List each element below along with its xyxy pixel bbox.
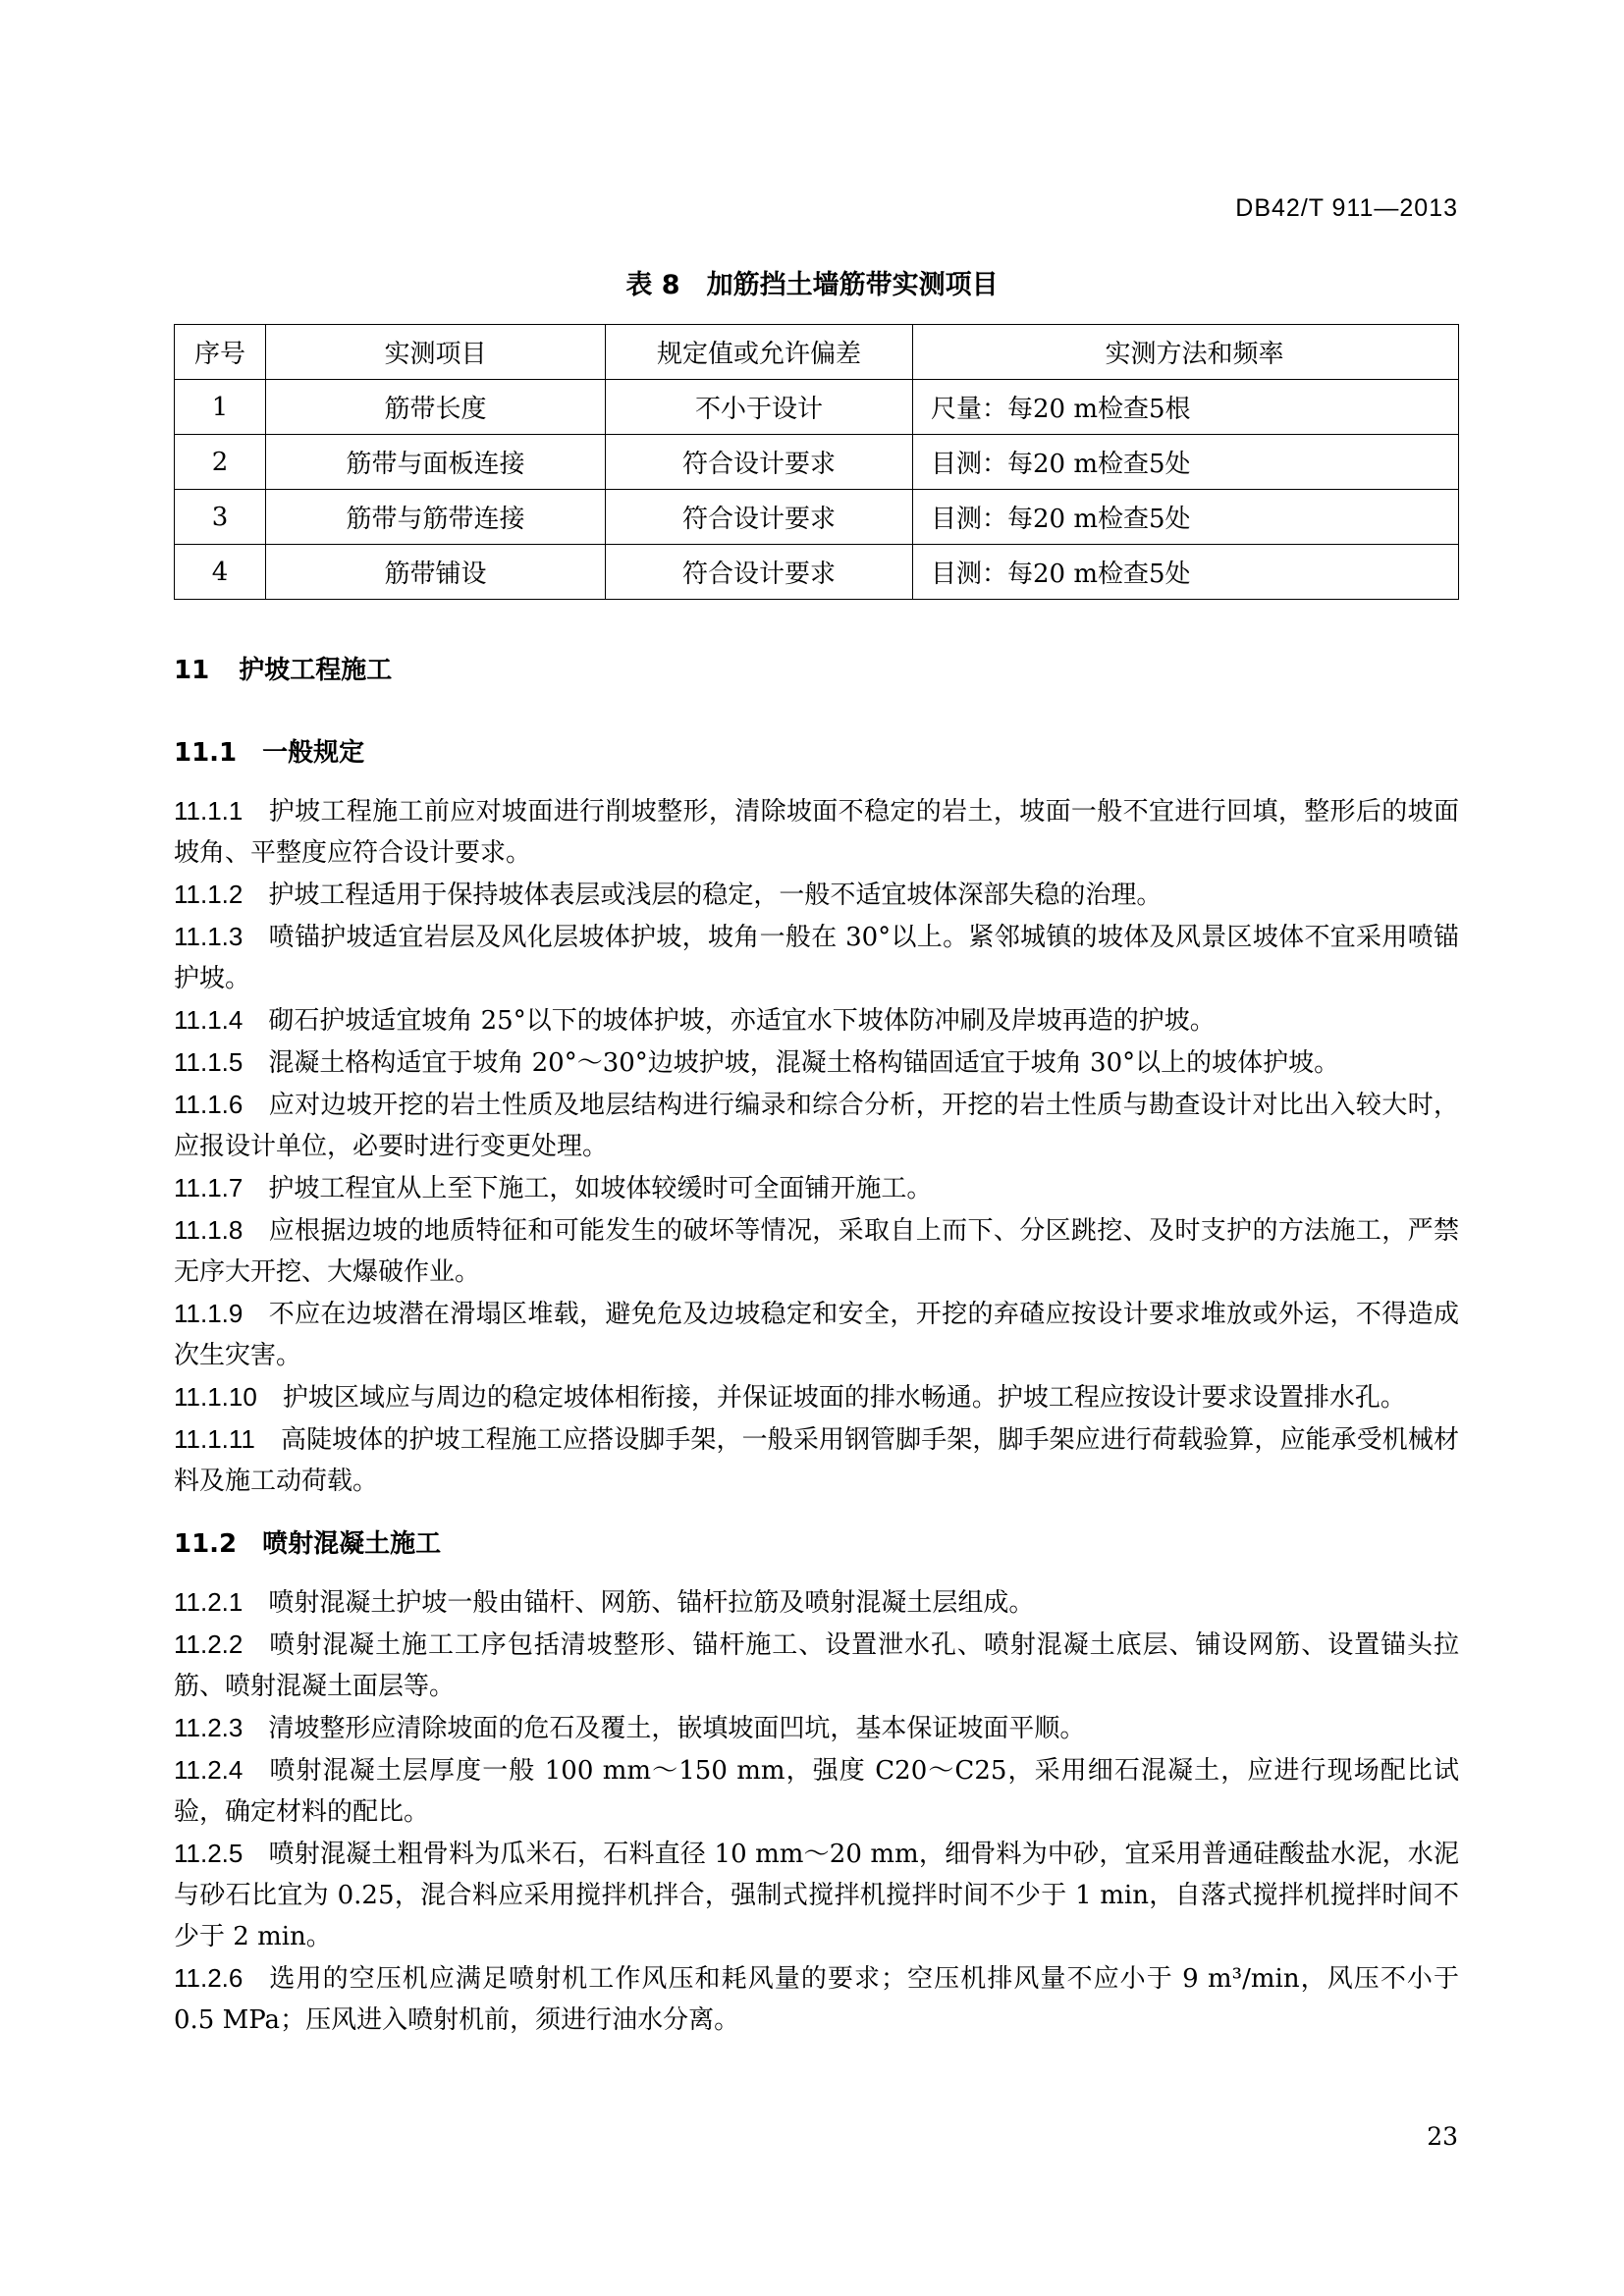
table-row bbox=[175, 435, 1459, 490]
clause-paragraph bbox=[174, 1707, 1459, 1749]
clause-text: 混凝土格构适宜于坡角 20°～30°边坡护坡，混凝土格构锚固适宜于坡角 30°以上的坡体护坡。 bbox=[268, 1048, 1340, 1078]
subsection-number: 11.2 bbox=[174, 1529, 238, 1559]
clause-number: 11.2.1 bbox=[174, 1587, 244, 1617]
clause-number: 11.2.5 bbox=[174, 1839, 244, 1868]
clause-text: 砌石护坡适宜坡角 25°以下的坡体护坡，亦适宜水下坡体防冲刷及岸坡再造的护坡。 bbox=[268, 1006, 1216, 1036]
table-row bbox=[175, 380, 1459, 435]
clause-paragraph bbox=[174, 1376, 1459, 1418]
clause-number: 11.1.11 bbox=[174, 1424, 255, 1454]
clause-text: 高陡坡体的护坡工程施工应搭设脚手架，一般采用钢管脚手架，脚手架应进行荷载验算，应能承受机械材料及施工动荷载。 bbox=[174, 1425, 1459, 1496]
clause-paragraph bbox=[174, 874, 1459, 916]
clause-text: 护坡工程施工前应对坡面进行削坡整形，清除坡面不稳定的岩土，坡面一般不宜进行回填，整形后的坡面坡角、平整度应符合设计要求。 bbox=[174, 797, 1459, 868]
table-cell: 目测：每20 m检查5处 bbox=[913, 490, 1459, 545]
table-cell: 目测：每20 m检查5处 bbox=[913, 545, 1459, 600]
clause-paragraph bbox=[174, 1084, 1459, 1167]
table-header-row bbox=[175, 325, 1459, 380]
table-cell: 筋带与筋带连接 bbox=[266, 490, 606, 545]
clause-number: 11.1.3 bbox=[174, 922, 244, 951]
clause-number: 11.2.2 bbox=[174, 1629, 244, 1659]
section-number: 11 bbox=[174, 656, 210, 685]
clause-number: 11.1.6 bbox=[174, 1090, 244, 1119]
table-cell: 筋带铺设 bbox=[266, 545, 606, 600]
page-number: 23 bbox=[1427, 2122, 1458, 2151]
clause-paragraph bbox=[174, 1833, 1459, 1957]
table-caption: 表 8 加筋挡土墙筋带实测项目 bbox=[625, 270, 999, 300]
column-header: 实测项目 bbox=[266, 325, 606, 380]
subsection-title: 喷射混凝土施工 bbox=[262, 1529, 442, 1559]
clause-number: 11.2.4 bbox=[174, 1755, 244, 1785]
clause-number: 11.2.3 bbox=[174, 1713, 244, 1742]
clause-paragraph bbox=[174, 999, 1459, 1041]
table-cell: 筋带与面板连接 bbox=[266, 435, 606, 490]
clause-paragraph bbox=[174, 1209, 1459, 1293]
clause-list-11-2 bbox=[174, 1581, 1459, 2041]
clause-text: 清坡整形应清除坡面的危石及覆土，嵌填坡面凹坑，基本保证坡面平顺。 bbox=[268, 1714, 1086, 1743]
clause-paragraph bbox=[174, 1957, 1459, 2041]
table-cell: 尺量：每20 m检查5根 bbox=[913, 380, 1459, 435]
clause-list-11-1 bbox=[174, 790, 1459, 1502]
clause-text: 喷射混凝土护坡一般由锚杆、网筋、锚杆拉筋及喷射混凝土层组成。 bbox=[268, 1588, 1035, 1618]
table-cell: 1 bbox=[175, 380, 266, 435]
clause-paragraph bbox=[174, 1041, 1459, 1084]
table-cell: 4 bbox=[175, 545, 266, 600]
clause-text: 选用的空压机应满足喷射机工作风压和耗风量的要求；空压机排风量不应小于 9 m³/min，风压不小于 0.5 MPa；压风进入喷射机前，须进行油水分离。 bbox=[174, 1964, 1459, 2035]
clause-paragraph bbox=[174, 1624, 1459, 1707]
column-header: 序号 bbox=[175, 325, 266, 380]
clause-number: 11.1.2 bbox=[174, 880, 244, 909]
column-header: 实测方法和频率 bbox=[913, 325, 1459, 380]
clause-number: 11.1.7 bbox=[174, 1173, 244, 1202]
clause-number: 11.2.6 bbox=[174, 1963, 244, 1993]
column-header: 规定值或允许偏差 bbox=[606, 325, 913, 380]
clause-text: 不应在边坡潜在滑塌区堆载，避免危及边坡稳定和安全，开挖的弃碴应按设计要求堆放或外运，不得造成次生灾害。 bbox=[174, 1300, 1459, 1370]
clause-paragraph bbox=[174, 916, 1459, 999]
clause-text: 应根据边坡的地质特征和可能发生的破坏等情况，采取自上而下、分区跳挖、及时支护的方法施工，严禁无序大开挖、大爆破作业。 bbox=[174, 1216, 1459, 1287]
table-cell: 符合设计要求 bbox=[606, 435, 913, 490]
clause-text: 护坡区域应与周边的稳定坡体相衔接，并保证坡面的排水畅通。护坡工程应按设计要求设置排水孔。 bbox=[282, 1383, 1406, 1413]
document-id-header: DB42/T 911—2013 bbox=[1235, 194, 1458, 222]
clause-paragraph bbox=[174, 1293, 1459, 1376]
clause-paragraph bbox=[174, 790, 1459, 874]
clause-text: 护坡工程适用于保持坡体表层或浅层的稳定，一般不适宜坡体深部失稳的治理。 bbox=[268, 881, 1163, 910]
clause-paragraph bbox=[174, 1167, 1459, 1209]
table-row bbox=[175, 490, 1459, 545]
clause-number: 11.1.5 bbox=[174, 1047, 244, 1077]
clause-text: 喷射混凝土粗骨料为瓜米石，石料直径 10 mm～20 mm，细骨料为中砂，宜采用普通硅酸盐水泥，水泥与砂石比宜为 0.25，混合料应采用搅拌机拌合，强制式搅拌机搅拌时间不少于 1 min，自落式搅拌机搅拌时间不少于 2 min。 bbox=[174, 1840, 1459, 1951]
clause-number: 11.1.1 bbox=[174, 796, 244, 826]
table-cell: 目测：每20 m检查5处 bbox=[913, 435, 1459, 490]
clause-number: 11.1.10 bbox=[174, 1382, 257, 1412]
table-cell: 符合设计要求 bbox=[606, 490, 913, 545]
table-row bbox=[175, 545, 1459, 600]
table-cell: 2 bbox=[175, 435, 266, 490]
table-cell: 符合设计要求 bbox=[606, 545, 913, 600]
clause-text: 喷射混凝土施工工序包括清坡整形、锚杆施工、设置泄水孔、喷射混凝土底层、铺设网筋、设置锚头拉筋、喷射混凝土面层等。 bbox=[174, 1630, 1459, 1701]
clause-text: 应对边坡开挖的岩土性质及地层结构进行编录和综合分析，开挖的岩土性质与勘查设计对比出入较大时，应报设计单位，必要时进行变更处理。 bbox=[174, 1091, 1459, 1161]
clause-text: 喷射混凝土层厚度一般 100 mm～150 mm，强度 C20～C25，采用细石混凝土，应进行现场配比试验，确定材料的配比。 bbox=[174, 1756, 1459, 1827]
subsection-title: 一般规定 bbox=[262, 738, 365, 768]
inspection-table bbox=[174, 324, 1459, 600]
table-cell: 筋带长度 bbox=[266, 380, 606, 435]
table-cell: 3 bbox=[175, 490, 266, 545]
subsection-number: 11.1 bbox=[174, 738, 238, 768]
clause-text: 护坡工程宜从上至下施工，如坡体较缓时可全面铺开施工。 bbox=[268, 1174, 933, 1203]
clause-paragraph bbox=[174, 1418, 1459, 1502]
clauses-body bbox=[174, 790, 1459, 2041]
subsection-heading-11-1 bbox=[174, 732, 364, 769]
clause-number: 11.1.9 bbox=[174, 1299, 244, 1328]
subsection-heading-11-2 bbox=[174, 1523, 1459, 1560]
clause-paragraph bbox=[174, 1581, 1459, 1624]
section-heading bbox=[174, 650, 392, 686]
clause-paragraph bbox=[174, 1749, 1459, 1833]
table-cell: 不小于设计 bbox=[606, 380, 913, 435]
clause-number: 11.1.4 bbox=[174, 1005, 244, 1035]
section-title: 护坡工程施工 bbox=[239, 656, 393, 685]
clause-text: 喷锚护坡适宜岩层及风化层坡体护坡，坡角一般在 30°以上。紧邻城镇的坡体及风景区坡体不宜采用喷锚护坡。 bbox=[174, 923, 1459, 993]
clause-number: 11.1.8 bbox=[174, 1215, 244, 1245]
